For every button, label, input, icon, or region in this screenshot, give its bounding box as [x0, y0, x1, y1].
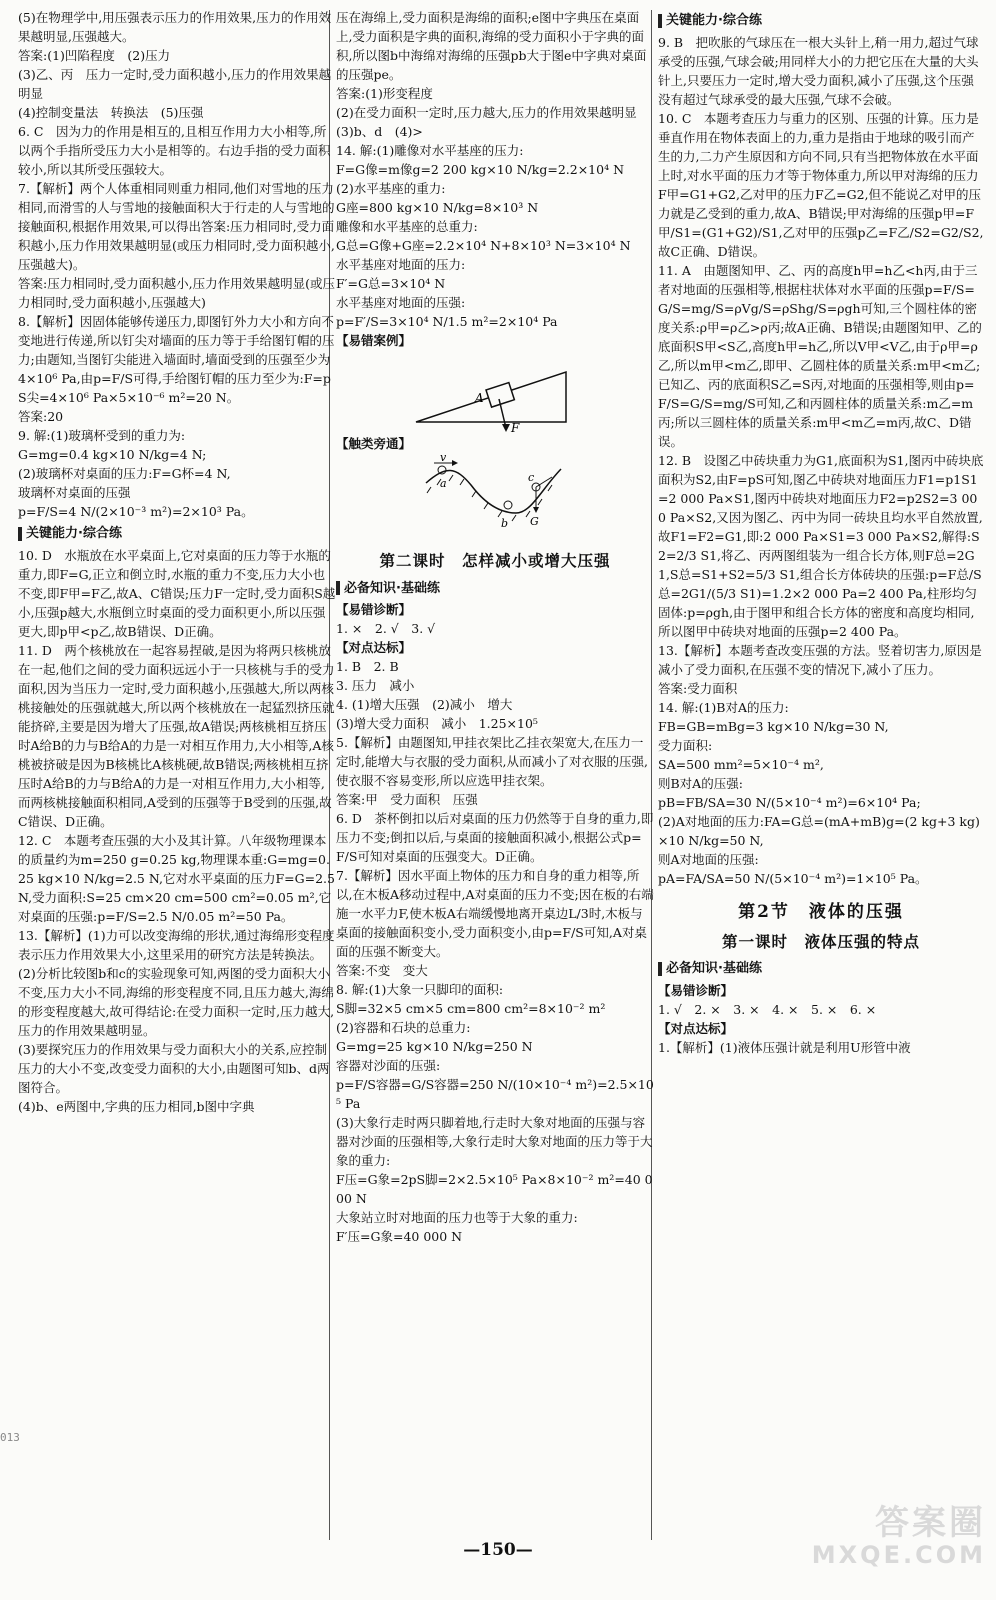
lesson-title: 第二课时 怎样减小或增大压强 [379, 551, 611, 570]
tag-line: 【对点达标】 [336, 640, 412, 656]
answer-line: 答案:甲 受力面积 压强 [336, 792, 478, 808]
tag-line: 【触类旁通】 [336, 436, 412, 451]
text-line: G=mg=0.4 kg×10 N/kg=4 N; [18, 447, 207, 462]
question-14: 14. 解:(1)雕像对水平基座的压力: [336, 143, 524, 158]
label-a: A [475, 391, 484, 405]
formula-line: F′=G总=3×10⁴ N [336, 276, 446, 291]
question-12: 12. B 设图乙中砖块重力为G1,底面积为S1,图丙中砖块底面积为S2,由F=pS可知,图乙中砖块对地面压力F1=p1S1=2 000 Pa×S1,图丙中砖块对地面压力F2=p2S2=3 000 Pa×S2,又因为图乙、丙中为同一砖块且均水平自然放置,故F1=F2=G1,即:2 000 Pa×S1=3 000 Pa×S2,解得:S2=2/3 S1,将乙、丙两图组装为一组合长方体,则F总=2G1,S总=S1+S2=5/3 S1,组合长方体砖块的压强:p=F总/S总=2G1/(5/3 S1)=1.2×2 000 Pa=2 400 Pa,柱形均匀固体:p=ρgh,由于图甲和组合长方体的密度和高度均相同,所以图甲中砖块对地面的压强p=2 400 Pa。 [658, 452, 984, 639]
answer-line: (3)乙、丙 压力一定时,受力面积越小,压力的作用效果越明显 [18, 67, 332, 101]
answer-line: 1. × 2. √ 3. √ [336, 621, 436, 637]
answer-line: 答案:不变 变大 [336, 963, 428, 979]
formula-line: F′压=G象=40 000 N [336, 1229, 463, 1245]
answer-line: (3)b、d (4)> [336, 124, 423, 139]
answer-line: 1. B 2. B [336, 659, 399, 675]
label-a: a [440, 477, 447, 490]
answer-line: (2)在受力面积一定时,压力越大,压力的作用效果越明显 [336, 105, 637, 120]
column-right [658, 8, 984, 1548]
label-b: b [501, 517, 509, 530]
answer-line: 1. √ 2. × 3. × 4. × 5. × 6. × [658, 1001, 877, 1017]
question-6: 6. C 因为力的作用是相互的,且相互作用力大小相等,所以两个手指所受压力大小是相等的。右边手指的受力面积较小,所以其所受压强较大。 [18, 124, 331, 177]
watermark-top: 答案圈 [875, 1503, 986, 1543]
formula-line: p=F/S容器=G/S容器=250 N/(10×10⁻⁴ m²)=2.5×10⁵ Pa [336, 1077, 654, 1112]
watermark-bottom: MXQE.COM [811, 1541, 986, 1570]
text-line: (5)在物理学中,用压强表示压力的作用效果,压力的作用效果越明显,压强越大。 [18, 10, 332, 44]
section-heading [336, 579, 654, 599]
formula-line: pB=FB/SA=30 N/(5×10⁻⁴ m²)=6×10⁴ Pa; [658, 794, 921, 810]
question-13: 13.【解析】(1)力可以改变海绵的形状,通过海绵形变程度表示压力作用效果大小,这里采用的研究方法是转换法。 [18, 927, 335, 962]
question-11: 11. D 两个核桃放在一起容易捏破,是因为将两只核桃放在一起,他们之间的受力面积远远小于一只核桃与手的受力面积,因为当压力一定时,受力面积越小,压强越大,所以两核桃接触处的压强就越大,所以两个核桃放在一起猛烈挤压就能挤碎,主要是因为增大了压强,故A错误;两核桃相互挤压时A给B的力与B给A的力是一对相互作用力,大小相等,A核桃被挤破是因为B核桃比A核桃硬,故B错误;两核桃相互挤压时A给B的力与B给A的力是一对相互作用力,大小相等,而两核桃接触面积相同,A受到的压强等于B受到的压强,故C错误、D正确。 [18, 642, 335, 829]
section-bar-icon [658, 14, 662, 28]
page-number: —150— [463, 1540, 533, 1560]
question-9: 9. 解:(1)玻璃杯受到的重力为: [18, 428, 186, 443]
label-v: v [440, 455, 447, 464]
question-9: 9. B 把吹胀的气球压在一根大头针上,稍一用力,超过气球承受的压强,气球会破;用同样大小的力把它压在大量的大头针上,只要压力一定时,增大受力面积,减小了压强,这个压强没有超过气球承受的最大压强,气球不会破。 [658, 34, 979, 107]
section-heading-label: 关键能力·综合练 [666, 13, 762, 28]
text-line: 受力面积: [658, 737, 713, 753]
formula-line: (2)A对地面的压力:FA=G总=(mA+mB)g=(2 kg+3 kg)×10 N/kg=50 N, [658, 813, 980, 848]
text-line: (2)玻璃杯对桌面的压力:F=G杯=4 N, [18, 466, 231, 481]
section-heading [658, 11, 984, 31]
text-line: 玻璃杯对桌面的压强 [18, 485, 131, 500]
column-left [18, 8, 336, 1548]
section-heading-label: 必备知识·基础练 [666, 961, 762, 977]
answer-line: 4. (1)增大压强 (2)减小 增大 [336, 697, 513, 713]
section-heading-label: 关键能力·综合练 [26, 526, 122, 541]
answer-line: 答案:受力面积 [658, 680, 738, 696]
text-line: 大象站立时对地面的压力也等于大象的重力: [336, 1210, 578, 1226]
formula-line: SA=500 mm²=5×10⁻⁴ m², [658, 756, 824, 772]
text-line: (2)分析比较图b和c的实验现象可知,两图的受力面积大小不变,压力大小不同,海绵的形变程度不同,且压力越大,海绵的形变程度越大,故可得结论:在受力面积一定时,压力越大,压力的作用效果越明显。 [18, 965, 335, 1038]
text-line: 水平基座对地面的压强: [336, 295, 466, 310]
formula-line: F=G像=m像g=2 200 kg×10 N/kg=2.2×10⁴ N [336, 162, 625, 177]
tag-line: 【易错案例】 [336, 333, 412, 348]
answer-line: 答案:压力相同时,受力面积越小,压力作用效果越明显(或压力相同时,受力面积越小,压强越大) [18, 276, 336, 310]
section-heading [18, 524, 336, 544]
tag-line: 【易错诊断】 [658, 982, 734, 998]
section-heading [658, 959, 984, 979]
text-line: (2)容器和石块的总重力: [336, 1020, 471, 1036]
section-bar-icon [336, 581, 340, 595]
formula-line: F压=G象=2pS脚=2×2.5×10⁵ Pa×8×10⁻² m²=40 000 N [336, 1172, 653, 1207]
answer-line: 答案:20 [18, 409, 64, 424]
lesson-title: 第一课时 液体压强的特点 [721, 931, 920, 951]
watermark-logo [812, 1505, 986, 1569]
slope-diagram [336, 455, 636, 533]
question-7: 7.【解析】因水平面上物体的压力和自身的重力相等,所以,在木板A移动过程中,A对桌面的压力不变;因在板的右端施一水平力F,使木板A右端缓慢地离开桌边L/3时,木板与桌面的接触面积变小,受力面积变小,由p=F/S可知,A对桌面的压强不断变大。 [336, 868, 654, 960]
text-line: 容器对沙面的压强: [336, 1058, 441, 1074]
question-8: 8.【解析】因固体能够传递压力,即图钉外力大小和方向不变地进行传递,所以钉尖对墙面的压力等于手给图钉帽的压力;由题知,当图钉尖能进入墙面时,墙面受到的压强至少为4×10⁶ Pa,由p=F/S可得,手给图钉帽的压力至少为:F=pS尖=4×10⁶ Pa×5×10⁻⁶ m²=20 N。 [18, 314, 335, 405]
question-5: 5.【解析】由题图知,甲挂衣架比乙挂衣架宽大,在压力一定时,能增大与衣服的受力面积,从而减小了对衣服的压强,使衣服不容易变形,所以应选甲挂衣架。 [336, 735, 648, 789]
formula-line: pA=FA/SA=50 N/(5×10⁻⁴ m²)=1×10⁵ Pa。 [658, 870, 928, 886]
label-c: c [528, 471, 535, 484]
question-11: 11. A 由题图知甲、乙、丙的高度h甲=h乙<h丙,由于三者对地面的压强相等,根据柱状体对水平面的压强p=F/S=G/S=mg/S=ρVg/S=ρShg/S=ρgh可知,三个圆柱体的密度关系:ρ甲=ρ乙>ρ丙;故A正确、B错误;由题图知甲、乙的底面积S甲<S乙,高度h甲=h乙,所以V甲<V乙,由于ρ甲=ρ乙,所以m甲<m乙,即甲、乙圆柱体的质量关系:m甲<m乙;已知乙、丙的底面积S乙=S丙,对地面的压强相等,则由p=F/S=G/S=mg/S可知,乙和丙圆柱体的质量关系:m乙=m丙;所以三圆柱体的质量关系:m甲<m乙=m丙,故C、D错误。 [658, 262, 982, 449]
formula-line: G总=G像+G座=2.2×10⁴ N+8×10³ N=3×10⁴ N [336, 238, 631, 253]
formula-line: p=F/S=4 N/(2×10⁻³ m²)=2×10³ Pa。 [18, 504, 254, 519]
text-line: 水平基座对地面的压力: [336, 257, 466, 272]
formula-line: p=F′/S=3×10⁴ N/1.5 m²=2×10⁴ Pa [336, 314, 558, 329]
question-8: 8. 解:(1)大象一只脚印的面积: [336, 982, 504, 998]
label-f: F [511, 421, 520, 432]
text-line: (4)b、e两图中,字典的压力相同,b图中字典 [18, 1098, 255, 1114]
question-1: 1.【解析】(1)液体压强计就是利用U形管中液 [658, 1039, 911, 1055]
formula-line: FB=GB=mBg=3 kg×10 N/kg=30 N, [658, 718, 889, 734]
question-6: 6. D 茶杯倒扣以后对桌面的压力仍然等于自身的重力,即压力不变;倒扣以后,与桌面的接触面积减小,根据公式p=F/S可知对桌面的压强变大。D正确。 [336, 811, 654, 865]
text-line: (2)水平基座的重力: [336, 181, 446, 196]
text-line: (3)大象行走时两只脚着地,行走时大象对地面的压强与容器对沙面的压强相等,大象行走时大象对地面的压力等于大象的重力: [336, 1115, 653, 1169]
question-12: 12. C 本题考查压强的大小及其计算。八年级物理课本的质量约为m=250 g=0.25 kg,物理课本重:G=mg=0.25 kg×10 N/kg=2.5 N,它对水平桌面的压力F=G=2.5 N,受力面积:S=25 cm×20 cm=500 cm²=0.05 m²,它对桌面的压强:p=F/S=2.5 N/0.05 m²=50 Pa。 [18, 832, 335, 924]
question-10: 10. C 本题考查压力与重力的区别、压强的计算。压力是垂直作用在物体表面上的力,重力是指由于地球的吸引而产生的力,二力产生原因和方向不同,只有当把物体放在水平面上时,对水平面的压力才等于物体重力,所以甲对海绵的压力F甲=G1+G2,乙对甲的压力F乙=G2,但不能说乙对甲的压力就是乙受到的重力,故A、B错误;甲对海绵的压强p甲=F甲/S1=(G1+G2)/S1,乙对甲的压强p乙=F乙/S2=G2/S2,故C正确、D错误。 [658, 110, 984, 259]
formula-line: S脚=32×5 cm×5 cm=800 cm²=8×10⁻² m² [336, 1001, 606, 1017]
text-line: 压在海绵上,受力面积是海绵的面积;e图中字典压在桌面上,受力面积是字典的面积,海绵的受力面积小于字典的面积,所以图b中海绵对海绵的压强pb大于图e中字典对桌面的压强pe。 [336, 10, 647, 82]
tag-line: 【对点达标】 [658, 1020, 734, 1036]
question-7: 7.【解析】两个人体重相同则重力相同,他们对雪地的压力相同,而滑雪的人与雪地的接触面积大于行走的人与雪地的接触面积,根据作用效果,可以得出答案:压力相同时,受力面积越小,压力作用效果越明显(或压力相同时,受力面积越小,压强越大)。 [18, 181, 335, 272]
question-14: 14. 解:(1)B对A的压力: [658, 699, 789, 715]
question-10: 10. D 水瓶放在水平桌面上,它对桌面的压力等于水瓶的重力,即F=G,正立和倒立时,水瓶的重力不变,压力大小也不变,即F甲=F乙,故A、C错误;压力F一定时,受力面积S越小,压强p越大,水瓶倒立时桌面的受力面积更小,所以压强更大,即p甲<p乙,故B错误、D正确。 [18, 547, 336, 639]
text-line: 雕像和水平基座的总重力: [336, 219, 478, 234]
section-title: 第2节 液体的压强 [738, 901, 904, 922]
text-line: 则A对地面的压强: [658, 851, 759, 867]
question-13: 13.【解析】本题考查改变压强的方法。竖着切害力,原因是减小了受力面积,在压强不变的情况下,减小了压力。 [658, 642, 982, 677]
answer-line: (4)控制变量法 转换法 (5)压强 [18, 105, 204, 120]
label-g: G [530, 515, 539, 528]
section-bar-icon [658, 962, 662, 976]
text-line: 则B对A的压强: [658, 775, 743, 791]
tag-line: 【易错诊断】 [336, 602, 412, 618]
section-bar-icon [18, 527, 22, 541]
formula-line: G=mg=25 kg×10 N/kg=250 N [336, 1039, 533, 1055]
answer-line: 答案:(1)凹陷程度 (2)压力 [18, 48, 171, 63]
answer-line: 3. 压力 减小 [336, 678, 415, 694]
incline-diagram [336, 352, 636, 432]
column-middle [336, 8, 654, 1548]
section-heading-label: 必备知识·基础练 [344, 580, 440, 596]
answer-line: 答案:(1)形变程度 [336, 86, 433, 101]
answer-line: (3)增大受力面积 减小 1.25×10⁵ [336, 716, 538, 732]
formula-line: G座=800 kg×10 N/kg=8×10³ N [336, 200, 539, 215]
side-mark: 013 [0, 1431, 20, 1444]
text-line: (3)要探究压力的作用效果与受力面积大小的关系,应控制压力的大小不变,改变受力面积的大小,由题图可知b、d两图符合。 [18, 1041, 330, 1095]
